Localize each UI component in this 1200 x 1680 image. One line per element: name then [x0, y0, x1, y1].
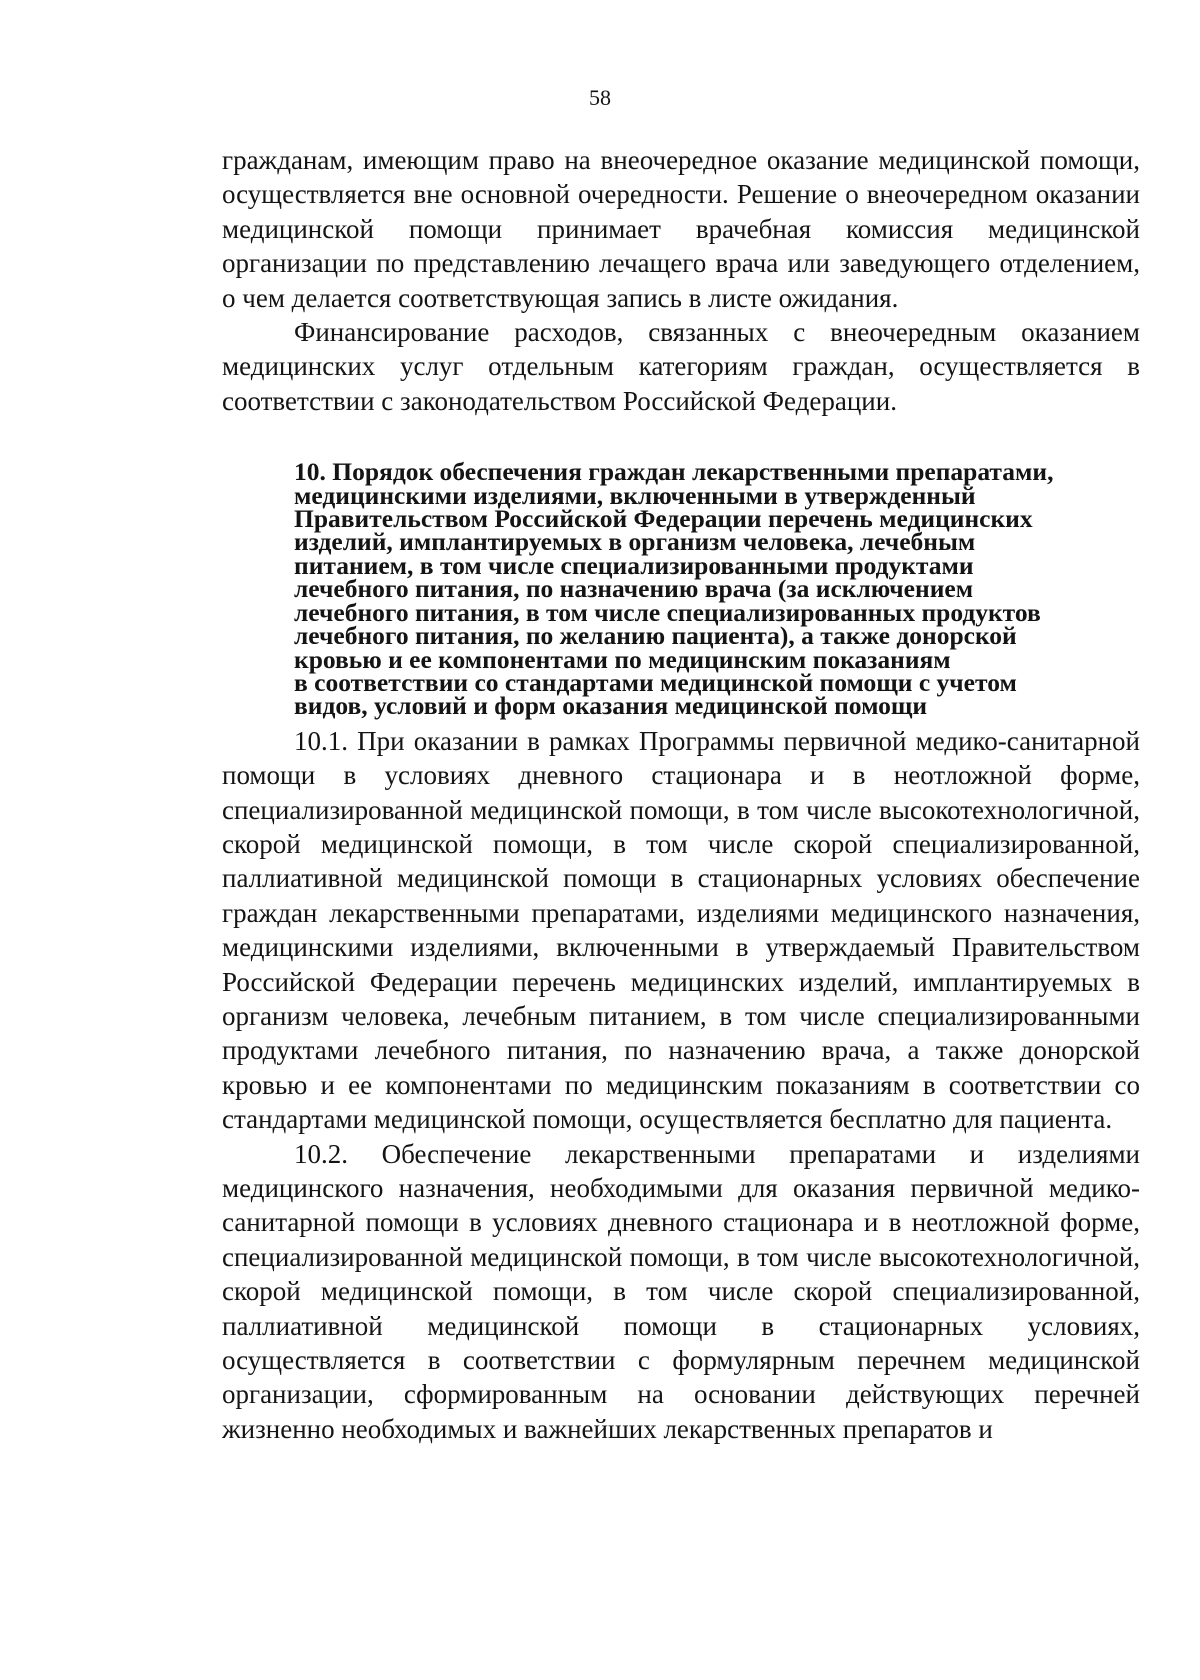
heading-line: в соответствии со стандартами медицинской помощи с учетом: [294, 667, 1017, 697]
heading-line: изделий, имплантируемых в организм человека, лечебным: [294, 527, 976, 557]
heading-line: 10. Порядок обеспечения граждан лекарственными препаратами,: [294, 457, 1054, 487]
heading-line: лечебного питания, по желанию пациента), а также донорской: [294, 621, 1017, 651]
heading-line: лечебного питания, по назначению врача (за исключением: [294, 574, 974, 604]
heading-line: видов, условий и форм оказания медицинской помощи: [294, 691, 928, 721]
heading-line: Правительством Российской Федерации перечень медицинских: [294, 504, 1033, 534]
paragraph-continuation: гражданам, имеющим право на внеочередное оказание медицинской помощи, осуществляется вне основной очередности. Решение о внеочередном оказании медицинской помощи принимает врачебная комиссия медицинской организации по представлению лечащего врача или заведующего отделением, о чем делается соответствующая запись в листе ожидания.: [222, 145, 1140, 313]
paragraph-financing: Финансирование расходов, связанных с внеочередным оказанием медицинских услуг отдельным категориям граждан, осуществляется в соответствии с законодательством Российской Федерации.: [222, 317, 1140, 416]
document-body: [222, 143, 1140, 1446]
heading-line: лечебного питания, в том числе специализированных продуктов: [294, 597, 1041, 627]
paragraph-10-2: 10.2. Обеспечение лекарственными препаратами и изделиями медицинского назначения, необходимыми для оказания первичной медико-санитарной помощи в условиях дневного стационара и в неотложной форме, специализированной медицинской помощи, в том числе высокотехнологичной, скорой медицинской помощи, в том числе скорой специализированной, паллиативной медицинской помощи в стационарных условиях, осуществляется в соответствии с формулярным перечнем медицинской организации, сформированным на основании действующих перечней жизненно необходимых и важнейших лекарственных препаратов и: [222, 1138, 1140, 1444]
heading-line: питанием, в том числе специализированными продуктами: [294, 550, 974, 580]
section-heading-10: [222, 457, 1140, 721]
paragraph-10-1: 10.1. При оказании в рамках Программы первичной медико-санитарной помощи в условиях дневного стационара и в неотложной форме, специализированной медицинской помощи, в том числе высокотехнологичной, скорой медицинской помощи, в том числе скорой специализированной, паллиативной медицинской помощи в стационарных условиях обеспечение граждан лекарственными препаратами, изделиями медицинского назначения, медицинскими изделиями, включенными в утверждаемый Правительством Российской Федерации перечень медицинских изделий, имплантируемых в организм человека, лечебным питанием, в том числе специализированными продуктами лечебного питания, по назначению врача, а также донорской кровью и ее компонентами по медицинским показаниям в соответствии со стандартами медицинской помощи, осуществляется бесплатно для пациента.: [222, 725, 1140, 1135]
heading-line: кровью и ее компонентами по медицинским показаниям: [294, 644, 951, 674]
heading-line: медицинскими изделиями, включенными в утвержденный: [294, 480, 976, 510]
page-number: 58: [589, 85, 611, 110]
